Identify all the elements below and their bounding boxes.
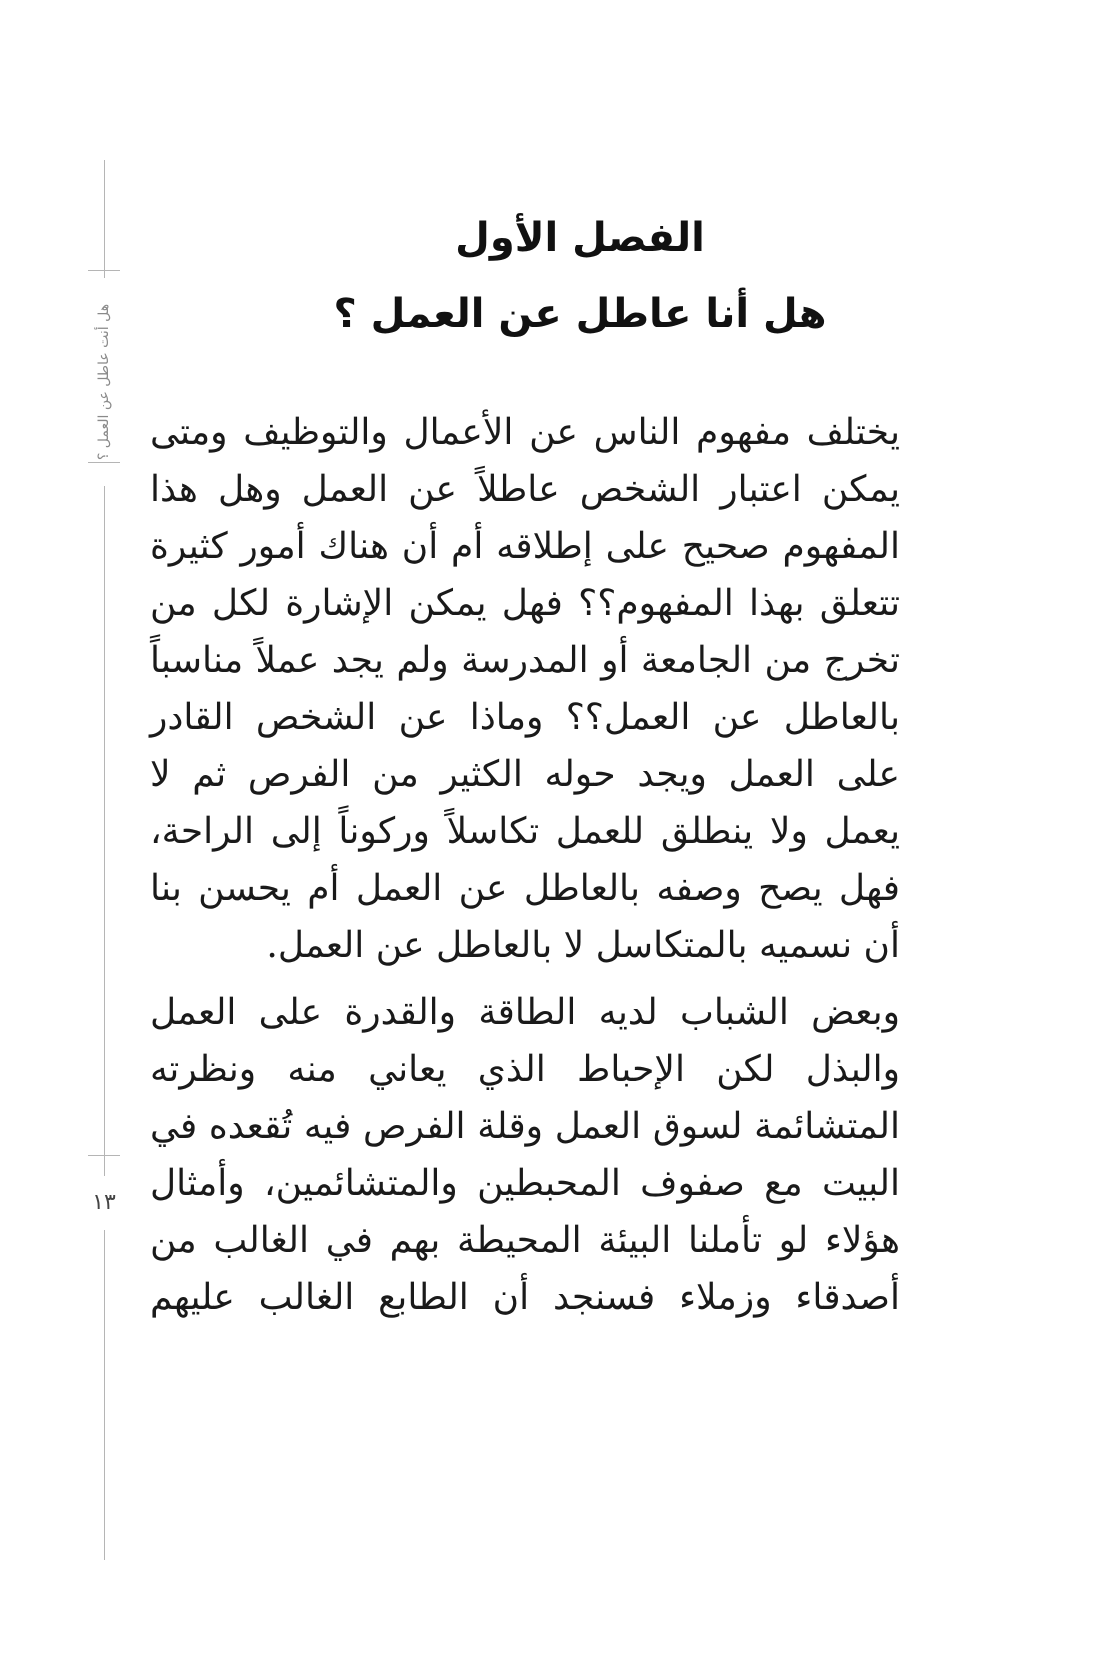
page-number: ١٣ bbox=[92, 1190, 116, 1215]
body-text bbox=[150, 404, 900, 1326]
margin-rule-bottom bbox=[104, 1230, 105, 1560]
chapter-title: هل أنا عاطل عن العمل ؟ bbox=[333, 291, 827, 337]
paragraph-2: وبعض الشباب لديه الطاقة والقدرة على العمل والبذل لكن الإحباط الذي يعاني منه ونظرته المتشائمة لسوق العمل وقلة الفرص فيه تُقعده في البيت مع صفوف المحبطين والمتشائمين، وأمثال هؤلاء لو تأملنا البيئة المحيطة بهم في الغالب من أصدقاء وزملاء فسنجد أن الطابع الغالب عليهم bbox=[150, 992, 900, 1318]
running-header: هل أنت عاطل عن العمل ؟ bbox=[96, 303, 112, 461]
margin-tick-mid bbox=[88, 462, 120, 463]
margin-tick-top bbox=[88, 270, 120, 271]
paragraph-1: يختلف مفهوم الناس عن الأعمال والتوظيف ومتى يمكن اعتبار الشخص عاطلاً عن العمل وهل هذا المفهوم صحيح على إطلاقه أم أن هناك أمور كثيرة تتعلق بهذا المفهوم؟؟ فهل يمكن الإشارة لكل من تخرج من الجامعة أو المدرسة ولم يجد عملاً مناسباً بالعاطل عن العمل؟؟ وماذا عن الشخص القادر على العمل ويجد حوله الكثير من الفرص ثم لا يعمل ولا ينطلق للعمل تكاسلاً وركوناً إلى الراحة، فهل يصح وصفه بالعاطل عن العمل أم يحسن بنا أن نسميه بالمتكاسل لا بالعاطل عن العمل. bbox=[150, 412, 900, 966]
margin-rule-mid bbox=[104, 486, 105, 1176]
margin-tick-number bbox=[88, 1155, 120, 1156]
margin-rule-top bbox=[104, 160, 105, 278]
chapter-label: الفصل الأول bbox=[455, 215, 705, 261]
